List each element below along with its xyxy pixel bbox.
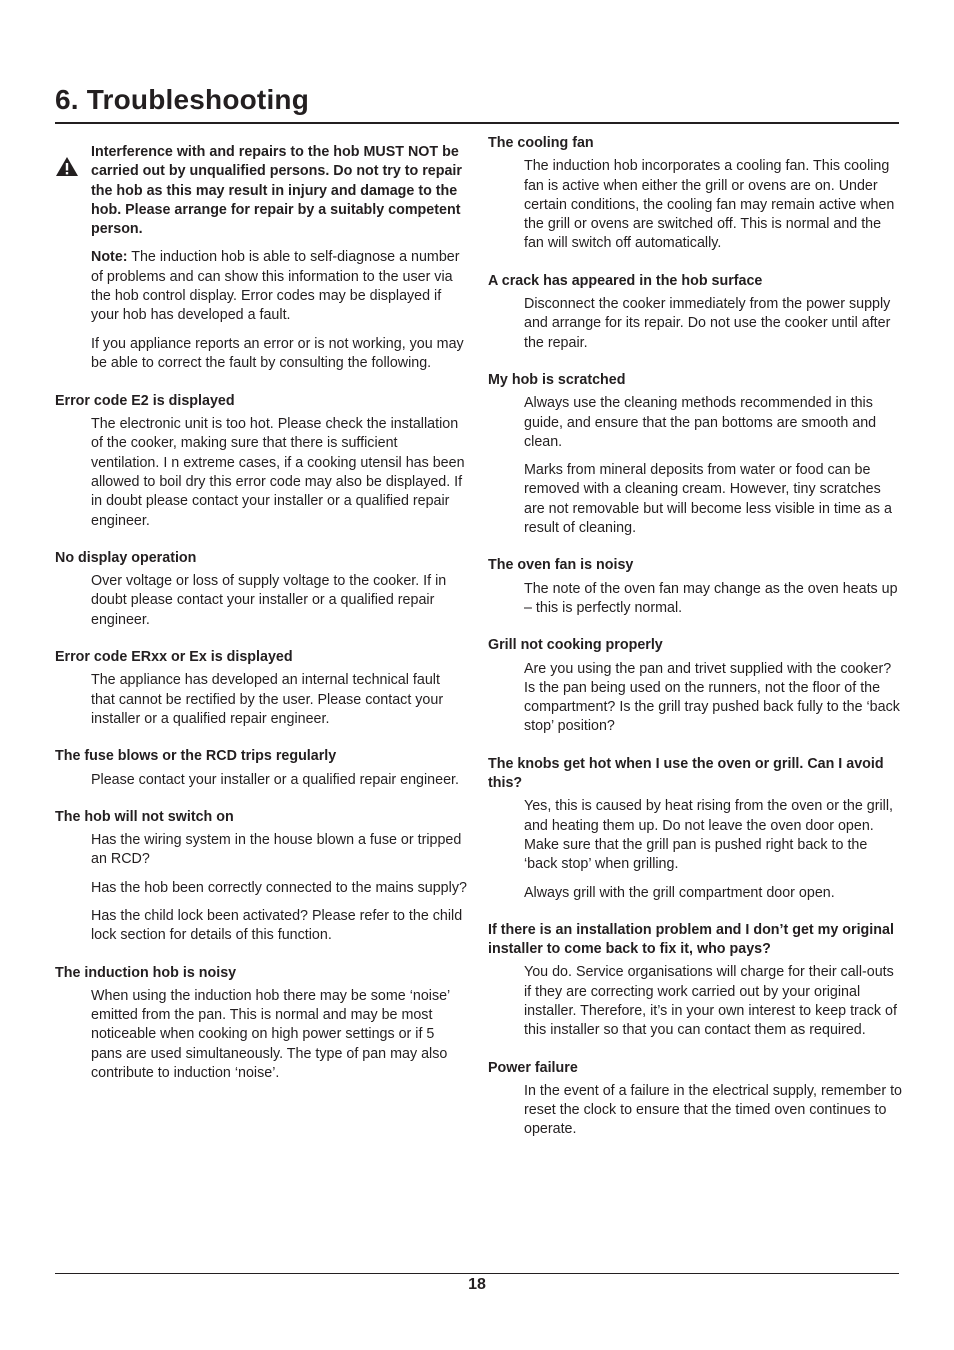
right-sections: [488, 134, 903, 1140]
section-paragraph: Yes, this is caused by heat rising from the oven or the grill, and heating them up. Do not leave the oven door open. Make sure that the grill pan is pushed right back to the ‘back stop’ when grilling.: [524, 798, 893, 873]
section-paragraph: Please contact your installer or a qualified repair engineer.: [91, 771, 459, 788]
page-title: 6. Troubleshooting: [55, 84, 310, 115]
section-body: [488, 157, 903, 253]
section-heading: The knobs get hot when I use the oven or grill. Can I avoid this?: [488, 755, 884, 792]
section-paragraph: Has the hob been correctly connected to the mains supply?: [91, 879, 467, 896]
section-body: [488, 1082, 903, 1140]
note-label: Note:: [91, 249, 128, 266]
troubleshooting-section: [488, 556, 903, 618]
section-heading: Error code E2 is displayed: [55, 392, 235, 409]
intro-paragraph: If you appliance reports an error or is not working, you may be able to correct the fault by consulting the following.: [91, 336, 464, 372]
section-paragraph: Always grill with the grill compartment door open.: [524, 884, 835, 901]
section-paragraph: Always use the cleaning methods recommended in this guide, and ensure that the pan bottoms are smooth and clean.: [524, 395, 877, 450]
section-heading: No display operation: [55, 549, 197, 566]
footer-divider: [55, 1273, 899, 1274]
troubleshooting-section: [55, 648, 467, 729]
troubleshooting-section: [488, 134, 903, 254]
section-body: [488, 580, 903, 619]
section-paragraph: Has the child lock been activated? Please refer to the child lock section for details of this function.: [91, 908, 463, 944]
troubleshooting-section: [55, 964, 467, 1084]
troubleshooting-section: [488, 371, 903, 538]
right-column: [488, 134, 903, 1140]
section-paragraph: Over voltage or loss of supply voltage to the cooker. If in doubt please contact your installer or a qualified repair engineer.: [91, 573, 447, 628]
note-paragraph: [91, 248, 467, 325]
troubleshooting-section: [55, 392, 467, 531]
section-body: [55, 415, 467, 531]
section-heading: Grill not cooking properly: [488, 637, 663, 654]
section-body: [488, 797, 903, 902]
left-column: [55, 134, 467, 1083]
section-heading: The hob will not switch on: [55, 808, 234, 825]
title-divider: [55, 122, 899, 124]
troubleshooting-section: [55, 747, 467, 790]
warning-block: [55, 143, 467, 374]
section-heading: The cooling fan: [488, 135, 594, 151]
section-paragraph: Has the wiring system in the house blown a fuse or tripped an RCD?: [91, 832, 462, 868]
section-paragraph: The appliance has developed an internal technical fault that cannot be rectified by the user. Please contact your installer or a qualified repair engineer.: [91, 672, 444, 727]
left-sections: [55, 392, 467, 1084]
section-heading: Power failure: [488, 1059, 578, 1076]
troubleshooting-section: [488, 755, 903, 903]
page-number: 18: [468, 1276, 486, 1293]
troubleshooting-section: [55, 549, 467, 630]
troubleshooting-section: [488, 921, 903, 1041]
section-body: [488, 963, 903, 1040]
section-heading: My hob is scratched: [488, 371, 626, 388]
troubleshooting-section: [488, 1059, 903, 1140]
section-paragraph: Marks from mineral deposits from water or food can be removed with a cleaning cream. However, tiny scratches are not removable but will become less visible in time as a result of cleaning.: [524, 462, 892, 537]
section-paragraph: Disconnect the cooker immediately from the power supply and arrange for its repair. Do not use the cooker until after the repair.: [524, 296, 891, 351]
section-body: [488, 394, 903, 538]
warning-text: Interference with and repairs to the hob MUST NOT be carried out by unqualified persons. Do not try to repair the hob as this may result in injury and damage to the hob. Please arrange for repair by a suitably competent person.: [91, 144, 462, 238]
section-body: [488, 295, 903, 353]
section-body: [55, 671, 467, 729]
warning-triangle-icon: [55, 156, 79, 177]
section-paragraph: The note of the oven fan may change as the oven heats up – this is perfectly normal.: [524, 580, 898, 616]
section-heading: The oven fan is noisy: [488, 557, 634, 574]
section-body: [55, 987, 467, 1083]
troubleshooting-section: [488, 272, 903, 353]
section-body: [55, 572, 467, 630]
section-heading: The induction hob is noisy: [55, 964, 237, 981]
section-body: [55, 771, 467, 790]
section-paragraph: The induction hob incorporates a cooling fan. This cooling fan is active when either the grill or ovens are on. Under certain conditions, the cooling fan may remain active when the grill or ovens are switched off. This is normal and the fan will switch off automatically.: [524, 158, 895, 252]
section-heading: Error code ERxx or Ex is displayed: [55, 649, 293, 666]
section-paragraph: The electronic unit is too hot. Please check the installation of the cooker, making sure that there is sufficient ventilation. I n extreme cases, if a cooking utensil has been allowed to boil dry this error code may also be displayed. If in doubt please contact your installer or a qualified repair engineer.: [91, 416, 465, 529]
section-paragraph: Are you using the pan and trivet supplied with the cooker? Is the pan being used on the runners, not the floor of the compartment? Is the grill tray pushed back fully to the ‘back stop’ position?: [524, 660, 900, 735]
troubleshooting-section: [55, 808, 467, 946]
troubleshooting-section: [488, 636, 903, 736]
section-heading: A crack has appeared in the hob surface: [488, 272, 763, 289]
section-heading: If there is an installation problem and I don’t get my original installer to come back to fix it, who pays?: [488, 921, 894, 958]
note-text: The induction hob is able to self-diagnose a number of problems and can show this information to the user via the hob control display. Error codes may be displayed if your hob has developed a fault.: [91, 249, 460, 324]
section-paragraph: In the event of a failure in the electrical supply, remember to reset the clock to ensure that the timed oven continues to operate.: [524, 1082, 903, 1138]
section-paragraph: When using the induction hob there may be some ‘noise’ emitted from the pan. This is normal and may be most noticeable when cooking on high power settings or if 5 pans are used simultaneously. The type of pan may also contribute to induction ‘noise’.: [91, 987, 450, 1082]
section-body: [488, 660, 903, 737]
section-body: [55, 831, 467, 945]
section-heading: The fuse blows or the RCD trips regularly: [55, 748, 337, 765]
section-paragraph: You do. Service organisations will charge for their call-outs if they are correcting work carried out by your original installer. Therefore, it’s in your own interest to keep track of this installer so that you can contact them as required.: [524, 964, 897, 1039]
